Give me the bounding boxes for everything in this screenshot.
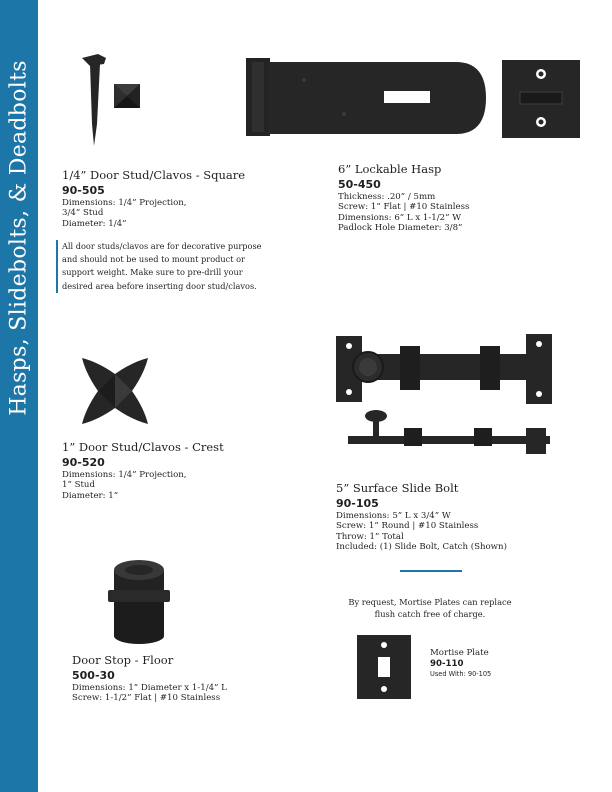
product-sku: 500-30 [72, 669, 115, 682]
product-spec: Dimensions: 5” L x 3/4” W [336, 511, 451, 521]
product-name: 5” Surface Slide Bolt [336, 481, 459, 495]
product-stud-crest [62, 440, 224, 501]
sidebar-title: Hasps, Slidebolts, & Deadbolts [6, 60, 32, 416]
product-spec: Padlock Hole Diameter: 3/8” [338, 223, 463, 234]
product-spec: Screw: 1” Flat | #10 Stainless [338, 202, 470, 213]
stud-warning-note: All door studs/clavos are for decorative purpose and should not be used to mount product or support weight. Make sure to pre-drill your desired area before inserting door stud/clavos. [56, 240, 262, 293]
product-spec: Throw: 1” Total [336, 531, 404, 542]
section-divider [400, 570, 462, 572]
mortise-request-note: By request, Mortise Plates can replace flush catch free of charge. [348, 597, 512, 619]
product-spec: Thickness: .20” / 5mm [338, 192, 436, 202]
product-spec: Included: (1) Slide Bolt, Catch (Shown) [336, 542, 507, 553]
sidebar-band [0, 0, 38, 792]
product-used-with: Used With: 90-105 [430, 670, 492, 678]
product-name: 6” Lockable Hasp [338, 162, 442, 176]
product-name: Door Stop - Floor [72, 653, 174, 667]
product-spec: Screw: 1-1/2” Flat | #10 Stainless [72, 693, 221, 704]
product-spec: Dimensions: 1” Diameter x 1-1/4” L [72, 683, 227, 693]
product-sku: 90-505 [62, 184, 105, 197]
product-spec: Diameter: 1/4” [62, 218, 127, 229]
product-spec: Dimensions: 1/4” Projection, [62, 470, 187, 480]
product-door-stop [72, 653, 227, 704]
product-sku: 90-110 [430, 659, 464, 669]
product-sku: 50-450 [338, 178, 381, 191]
product-stud-square [62, 168, 245, 229]
product-name: 1” Door Stud/Clavos - Crest [62, 440, 224, 454]
product-spec: Screw: 1” Round | #10 Stainless [336, 521, 479, 532]
mortise-plate-image [356, 634, 412, 700]
product-spec: Dimensions: 1/4” Projection, [62, 198, 187, 208]
slide-bolt-image [334, 332, 556, 462]
hasp-image [244, 56, 584, 140]
product-name: Mortise Plate [430, 648, 489, 658]
product-name: 1/4” Door Stud/Clavos - Square [62, 168, 246, 182]
product-spec: 1” Stud [62, 480, 95, 491]
product-spec: Diameter: 1” [62, 490, 119, 501]
square-stud-image [76, 50, 156, 160]
product-slide-bolt [336, 481, 507, 553]
door-stop-image [104, 556, 174, 648]
product-mortise-plate [430, 648, 491, 679]
crest-stud-image [78, 354, 152, 428]
product-sku: 90-520 [62, 456, 105, 469]
product-sku: 90-105 [336, 497, 379, 510]
product-hasp [338, 162, 469, 234]
product-spec: 3/4” Stud [62, 208, 104, 219]
product-spec: Dimensions: 6” L x 1-1/2” W [338, 212, 462, 223]
